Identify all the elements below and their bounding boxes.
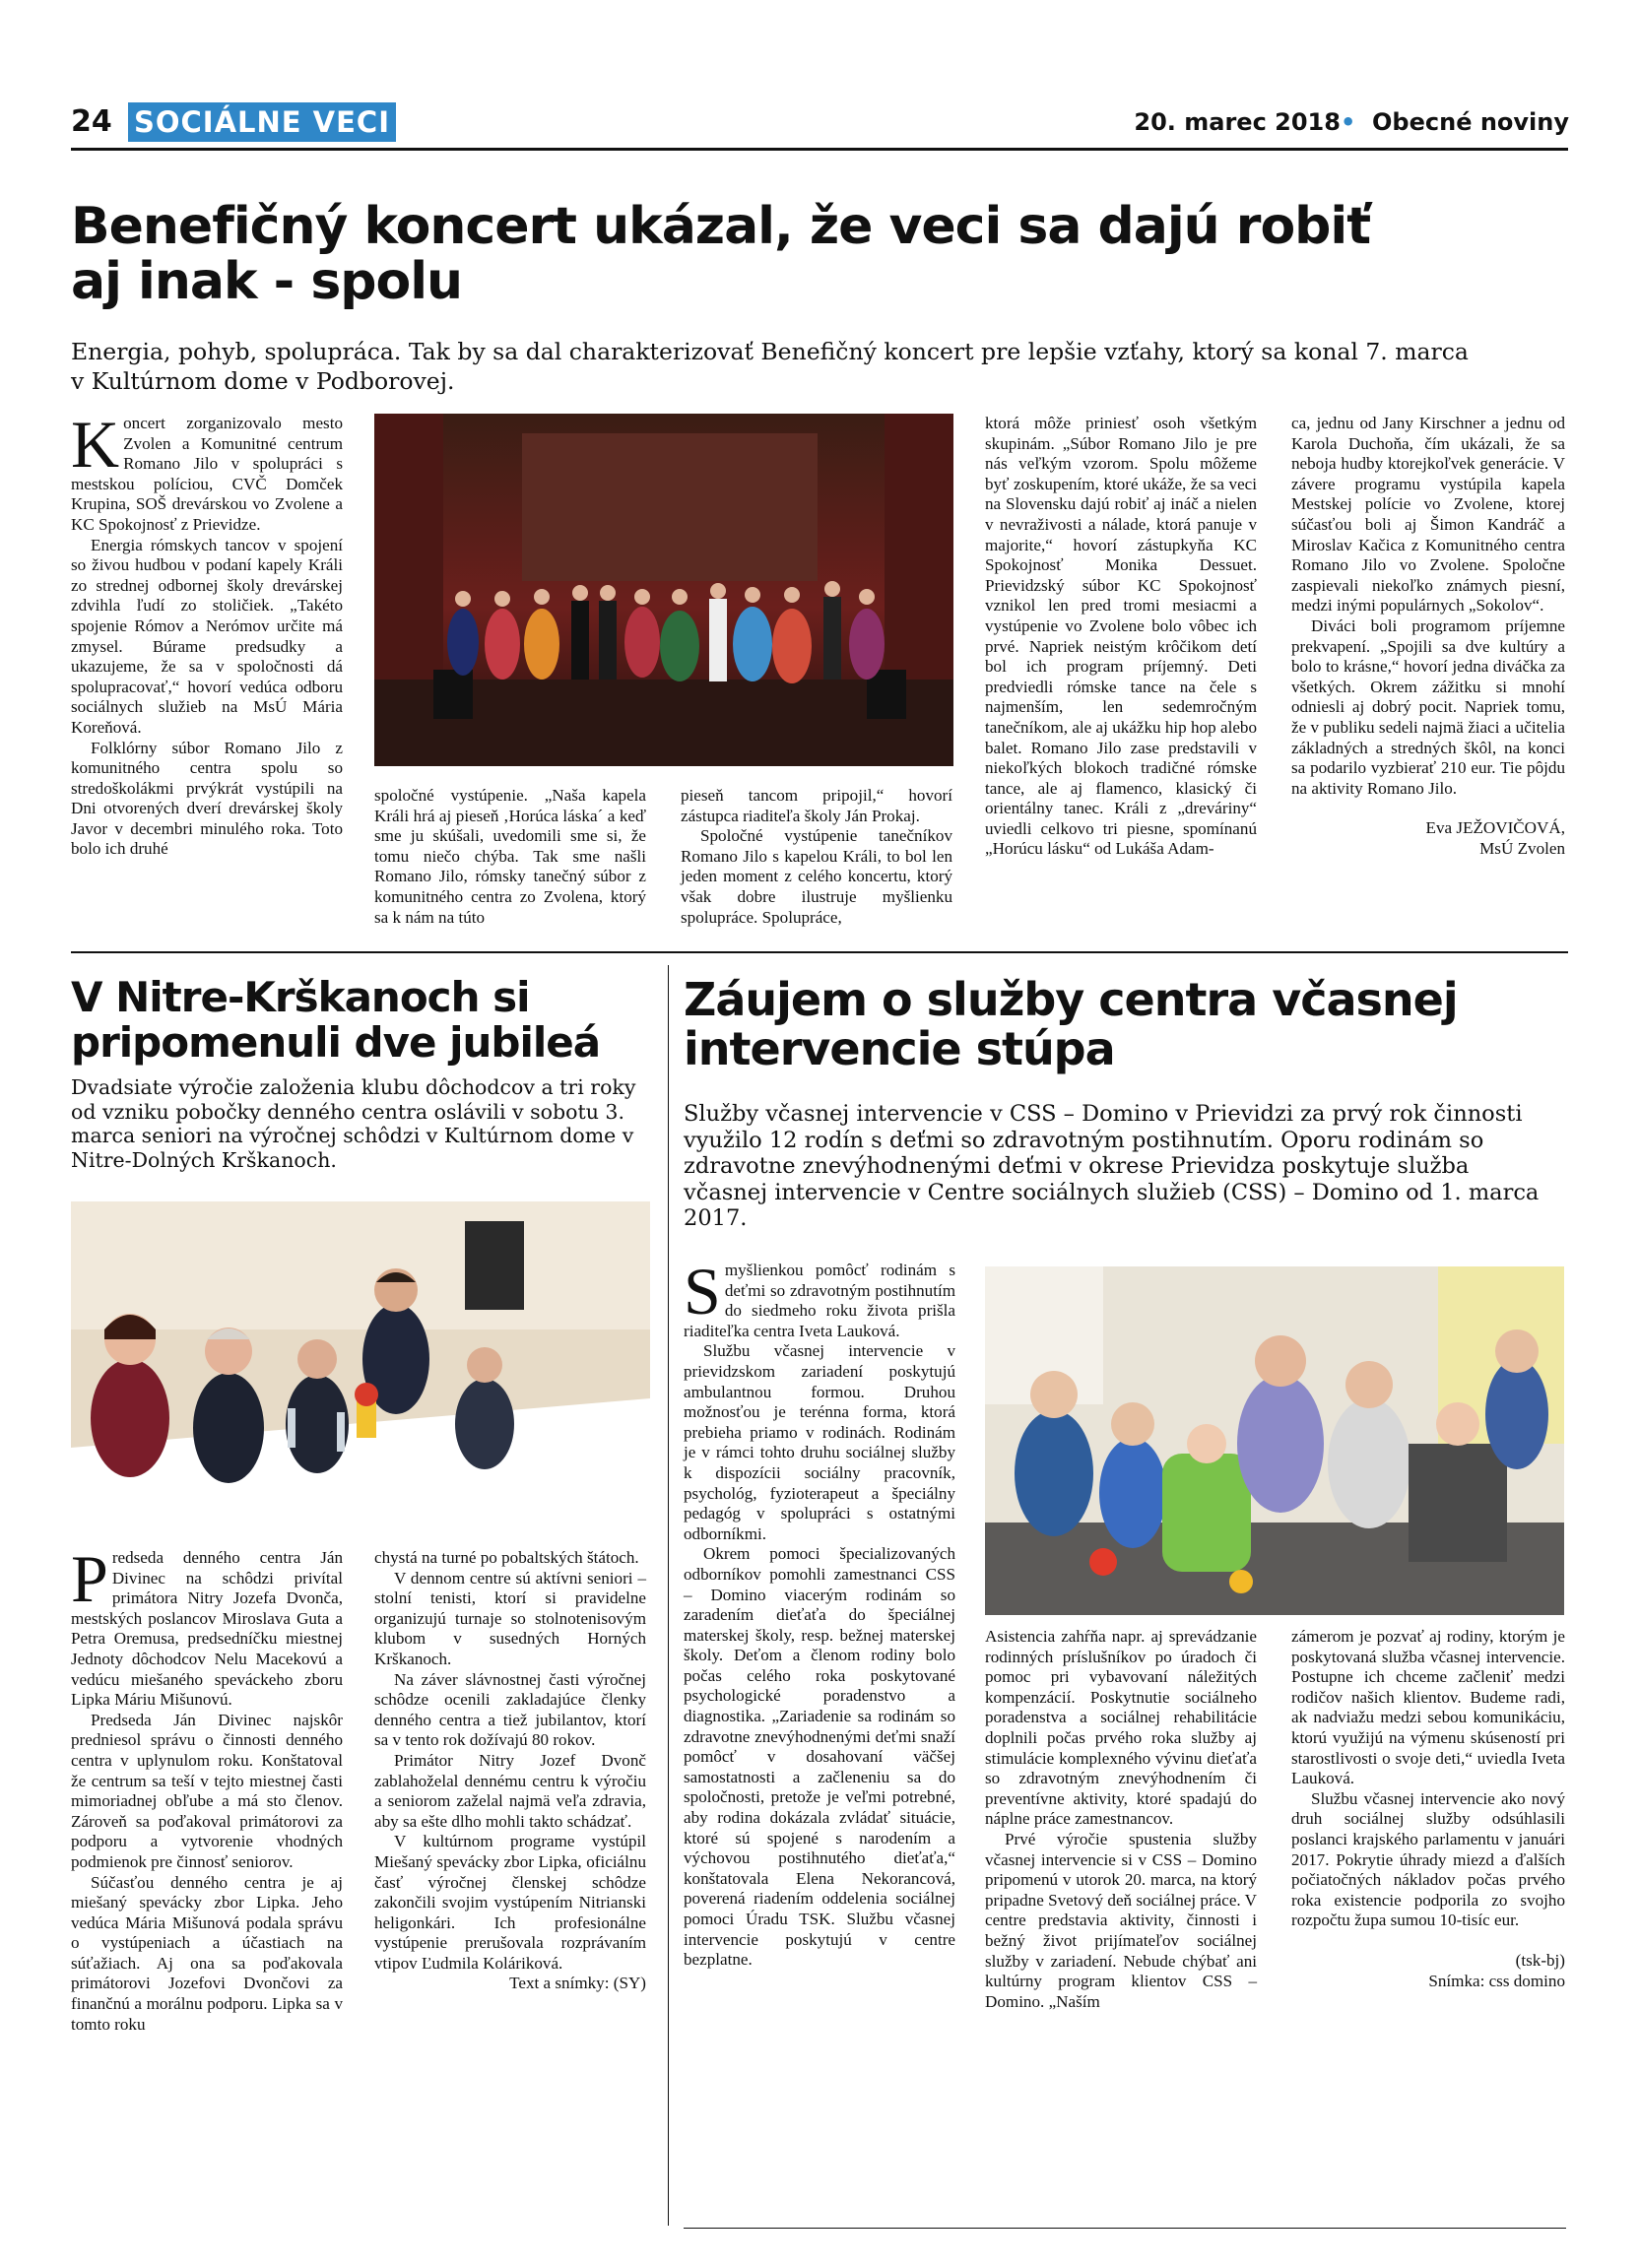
paragraph: chystá na turné po pobaltských štátoch.: [374, 1548, 639, 1567]
page-number: 24: [71, 104, 112, 139]
article2-column-1: [71, 1541, 343, 2035]
paragraph: Spoločné vystúpenie tanečníkov Romano Jilo s kapelou Králi, to bol len jeden moment z celého koncertu, ktorý však dobre ilustruje myšlienku spolupráce. Spolupráce,: [681, 826, 952, 927]
paragraph: Primátor Nitry Jozef Dvonč zablahoželal dennému centru k výročiu a seniorom zaželal najmä veľa zdravia, aby sa ešte dlho mohli takto schádzať.: [374, 1750, 646, 1831]
domino-children-photo: [985, 1266, 1564, 1615]
dropcap: P: [71, 1541, 108, 1616]
paragraph: myšlienkou pomôcť rodinám s deťmi so zdravotným postihnutím do siedmeho roku života prišla riaditeľka centra Iveta Lauková.: [684, 1261, 955, 1340]
article1-column-3: [681, 786, 952, 928]
paper-name: Obecné noviny: [1372, 108, 1569, 136]
article3-title-line1: Záujem o služby centra včasnej: [684, 973, 1458, 1026]
article1-column-5: [1291, 414, 1565, 859]
paragraph: Prvé výročie spustenia služby včasnej intervencie si v CSS – Domino pripomenú v utorok 20. marca, na ktorý pripadne Svetový deň sociálnej práce. V centre predstavia aktivity, činnosti i bežný život prijímateľov sociálnej služby v zariadení. Nebude chýbať ani kultúrny program klientov CSS – Domino. „Naším: [985, 1829, 1257, 2011]
paragraph: Službu včasnej intervencie ako nový druh sociálnej služby odsúhlasili poslanci krajského parlamentu v januári 2017. Pokrytie úhrady miezd a ďalších počiatočných nákladov počas prvého roka existencie podporila zo svojho rozpočtu župa sumou 10-tisíc eur.: [1291, 1788, 1565, 1930]
bullet-dot-icon: •: [1340, 108, 1356, 136]
author-signature: Eva JEŽOVIČOVÁ,: [1425, 818, 1565, 838]
bottom-rule: [684, 2228, 1566, 2229]
article2-column-2: [374, 1548, 646, 1994]
article3-column-1: [684, 1254, 955, 1971]
paragraph: V kultúrnom programe vystúpil Miešaný spevácky zbor Lipka, oficiálnu časť výročnej členskej schôdze zakončili svojim vystúpením Nitrianski heligonkári. Ich profesionálne vystúpenie prerušovala rozprávaním vtipov Ľudmila Koláriková.: [374, 1832, 646, 1973]
paragraph: Súčasťou denného centra je aj miešaný spevácky zbor Lipka. Jeho vedúca Mária Mišunová podala správu o vystúpeniach a účastiach na súťažiach. Aj ona sa poďakovala primátorovi Jozefovi Dvončovi za finančnú a morálnu podporu. Lipka sa v tomto roku: [71, 1872, 343, 2034]
photo-credit: Text a snímky: (SY): [509, 1974, 646, 1993]
paragraph: Na záver slávnostnej časti výročnej schôdze ocenili zakladajúce členky denného centra a tiež jubilantov, ktorí sa v tento rok dožívajú 80 rokov.: [374, 1669, 646, 1750]
paragraph: Asistencia zahŕňa napr. aj sprevádzanie rodinných príslušníkov po úradoch či pomoc pri vybavovaní náležitých kompenzácií. Poskytnutie sociálneho poradenstva a sociálnej rehabilitácie doplnili počas prvého roka služby aj stimulácie komplexného vývinu dieťaťa so zdravotným znevýhodnením či preventívne aktivity, ktoré spadajú do náplne práce zamestnancov.: [985, 1627, 1257, 1829]
paragraph: Okrem pomoci špecializovaných odborníkov pomohli zamestnanci CSS – Domino viacerým rodinám so zaradením dieťaťa do špeciálnej materskej školy, resp. bežnej materskej školy. Deťom a členom rodiny bolo počas celého roka poskytované psychologické poradenstvo a diagnostika. „Zariadenie sa rodinám so zdravotne znevýhodnenými deťmi snaží pomôcť v dosahovaní väčšej samostatnosti a začleneniu sa do spoločnosti, pretože je veľmi potrebné, aby rodina dokázala zvládať situácie, ktoré sú spojené s narodením a výchovou postihnutého dieťaťa,“ konštatovala Elena Nekorancová, poverená riadením oddelenia sociálnej pomoci Úradu TSK. Službu včasnej intervencie poskytujú v centre bezplatne.: [684, 1544, 955, 1970]
article3-column-2: [985, 1627, 1257, 2012]
paragraph: oncert zorganizovalo mesto Zvolen a Komunitné centrum Romano Jilo v spolupráci s mestskou políciou, CVČ Domček Krupina, SOŠ drevárskou vo Zvolene a KC Spokojnosť z Prievidze.: [71, 414, 343, 534]
paragraph: redseda denného centra Ján Divinec na schôdzi privítal primátora Nitry Jozefa Dvonča, mestských poslancov Miroslava Guta a Petra Oremusa, predsedníčku miestnej Jednoty dôchodcov Nelu Macekovú a vedúcu miešaného speváckeho zboru Lipka Máriu Mišunovú.: [71, 1548, 343, 1710]
article1-column-1: [71, 407, 343, 860]
paragraph: Predseda Ján Divinec najskôr predniesol správu o činnosti denného centra v uplynulom roku. Konštatoval že centrum sa teší v tejto miestnej časti mimoriadnej obľube a má sto členov. Zároveň sa poďakoval primátorovi za podporu a vytvorenie vhodných podmienok pre činnosť seniorov.: [71, 1710, 343, 1871]
paragraph: ktorá môže priniesť osoh všetkým skupinám. „Súbor Romano Jilo je pre nás veľkým vzorom. Spolu môžeme byť zoskupením, ktoré ukáže, že sa veci na Slovensku dajú robiť aj ináč a nielen v nevraživosti a nálade, ktorá panuje v majorite,“ hovorí zástupkyňa KC Spokojnosť Monika Dessuet. Prievidzský súbor KC Spokojnosť vznikol len pred tromi mesiacmi a vystúpenie vo Zvolene bolo vôbec ich prvé. Napriek neistým krôčikom detí bol ich program príjemný. Deti predviedli rómske tance na čele s najmenším, len sedemročným tanečníkom, ale aj ukážku hip hop alebo balet. Romano Jilo zase predstavili v niekoľkých blokoch tradičné rómske tance, ale aj flamenco, klasický či orientálny tanec. Králi z „dreváriny“ uviedli celkovo tri piesne, spomínanú „Horúcu lásku“ od Lukáša Adam-: [985, 414, 1257, 859]
article2-title-line1: V Nitre-Krškanoch si: [71, 973, 530, 1021]
article2-title-line2: pripomenuli dve jubileá: [71, 1018, 601, 1067]
issue-date: 20. marec 2018: [1134, 108, 1341, 136]
paragraph: Energia rómskych tancov v spojení so živou hudbou v podaní kapely Králi zo strednej odbornej školy drevárskej zdvihla ľudí zo stoličiek. „Takéto spojenie Rómov a Nerómov určite má zmysel. Búrame predsudky a ukazujeme, že sa v spoločnosti dá spolupracovať,“ hovorí vedúca odboru sociálnych služieb na MsÚ Mária Koreňová.: [71, 535, 343, 737]
article1-title-line2: aj inak - spolu: [71, 252, 463, 311]
paragraph: spoločné vystúpenie. „Naša kapela Králi hrá aj pieseň ‚Horúca láska´ a keď sme ju skúšali, uvedomili sme si, že tomu niečo chýba. Tak sme našli Romano Jilo, rómsky tanečný súbor z komunitného centra zo Zvolena, ktorý sa k nám na túto: [374, 786, 646, 927]
article1-lead: [71, 337, 1469, 396]
author-organization: MsÚ Zvolen: [1479, 838, 1565, 858]
author-signature: (tsk-bj): [1515, 1950, 1565, 1970]
article1-lead-line1: Energia, pohyb, spolupráca. Tak by sa dal charakterizovať Benefičný koncert pre lepšie vzťahy, ktorý sa konal 7. marca: [71, 338, 1469, 365]
article3-lead: Služby včasnej intervencie v CSS – Domino v Prievidzi za prvý rok činnosti využilo 12 rodín s deťmi so zdravotným postihnutím. Oporu rodinám so zdravotne znevýhodnenými deťmi v okrese Prievidza poskytuje služba včasnej intervencie v Centre sociálnych služieb (CSS) – Domino od 1. marca 2017.: [684, 1101, 1540, 1231]
dropcap: K: [71, 407, 120, 482]
article3-title-line2: intervencie stúpa: [684, 1022, 1115, 1075]
paragraph: pieseň tancom pripojil,“ hovorí zástupca riaditeľa školy Ján Prokaj.: [681, 786, 952, 825]
column-divider: [668, 965, 669, 2226]
paragraph: V dennom centre sú aktívni seniori – stolní tenisti, ktorí si pravidelne organizujú turnaje so stolnotenisovým klubom v susedných Horných Krškanoch.: [374, 1568, 646, 1668]
paragraph: ca, jednu od Jany Kirschner a jednu od Karola Duchoňa, čím ukázali, že sa neboja hudby ktorejkoľvek generácie. V závere programu vystúpila kapela Mestskej polície vo Zvolene, ktorej súčasťou boli aj Šimon Kandráč a Miroslav Kačica z Komunitného centra Romano Jilo vo Zvolene. Spoločne zaspievali niekoľko známych piesní, medzi inými populárnych „Sokolov“.: [1291, 414, 1565, 616]
header-rule: [71, 148, 1568, 151]
article1-headline: [71, 199, 1370, 309]
article1-title-line1: Benefičný koncert ukázal, že veci sa dajú robiť: [71, 197, 1371, 256]
photo-credit: Snímka: css domino: [1428, 1971, 1565, 1990]
section-label: SOCIÁLNE VECI: [128, 102, 396, 142]
article3-headline: [684, 975, 1458, 1073]
article2-lead: Dvadsiate výročie založenia klubu dôchodcov a tri roky od vzniku pobočky denného centra oslávili v sobotu 3. marca seniori na výročnej schôdzi v Kultúrnom dome v Nitre-Dolných Krškanoch.: [71, 1075, 636, 1172]
article2-headline: [71, 975, 600, 1066]
dropcap: S: [684, 1254, 721, 1328]
masthead-right: [1134, 108, 1569, 136]
section-divider: [71, 951, 1568, 953]
article1-column-4: [985, 414, 1257, 860]
seniors-meeting-photo: [71, 1201, 650, 1534]
article3-column-3: [1291, 1627, 1565, 1991]
article1-column-2: [374, 786, 646, 928]
paragraph: Službu včasnej intervencie v prievidzskom zariadení poskytujú ambulantnou formou. Druhou možnosťou je terénna forma, ktorá prebieha priamo v rodinách. Rodinám je v rámci tohto druhu sociálnej služby k dispozícii sociálny pracovník, psychológ, fyzioterapeut a špeciálny pedagóg v spolupráci s ostatnými odborníkmi.: [684, 1341, 955, 1543]
paragraph: zámerom je pozvať aj rodiny, ktorým je poskytovaná služba včasnej intervencie. Postupne ich chceme začleniť medzi rodičov našich klientov. Budeme radi, ak nadviažu medzi sebou komunikáciu, ktorú využijú na výmenu skúseností pri starostlivosti o svoje deti,“ uviedla Iveta Lauková.: [1291, 1627, 1565, 1788]
article1-lead-line2: v Kultúrnom dome v Podborovej.: [71, 367, 455, 395]
paragraph: Diváci boli programom príjemne prekvapení. „Spojili sa dve kultúry a bolo to krásne,“ hovorí jedna diváčka za všetkých. Okrem zážitku si mnohí odniesli aj dobrý pocit. Napriek tomu, že v publiku sedeli najmä žiaci a učitelia základných a stredných škôl, na konci sa podarilo vyzbierať 210 eur. Tie pôjdu na aktivity Romano Jilo.: [1291, 616, 1565, 798]
paragraph: Folklórny súbor Romano Jilo z komunitného centra spolu so stredoškolákmi prvýkrát vystúpili na Dni otvorených dverí drevárskej školy Javor v decembri minulého roka. Toto bolo ich druhé: [71, 738, 343, 859]
concert-photo: [374, 414, 953, 766]
